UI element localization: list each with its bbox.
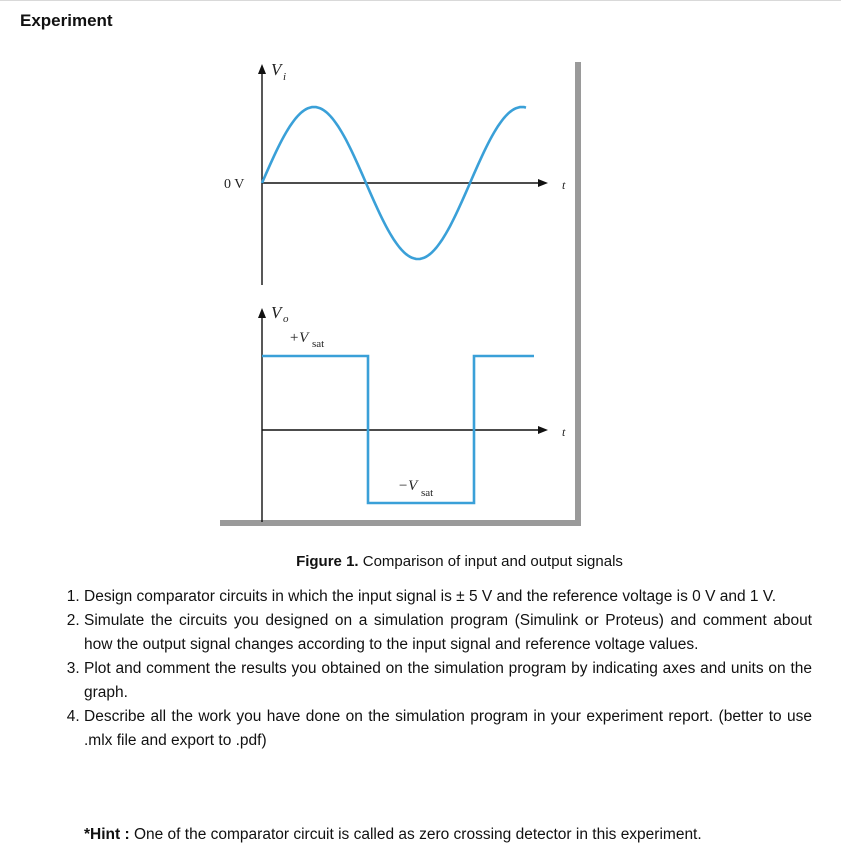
hint-label: *Hint : <box>84 826 130 843</box>
frame-shadow-bottom <box>220 520 581 526</box>
hint-text: One of the comparator circuit is called as zero crossing detector in this experiment. <box>129 826 702 843</box>
task-item: 2. Simulate the circuits you designed on a simulation program (Simulink or Proteus) and comment about how the output signal changes according to the input signal and reference voltage values. <box>84 609 812 657</box>
minus-sat-subscript: sat <box>421 487 434 499</box>
task-item: 1. Design comparator circuits in which the input signal is ± 5 V and the reference voltage is 0 V and 1 V. <box>84 585 812 609</box>
figure-caption <box>0 553 841 570</box>
input-time-arrow-icon <box>538 179 548 187</box>
caption-text: Comparison of input and output signals <box>362 553 623 570</box>
plus-sat-subscript: sat <box>312 338 325 350</box>
output-axis-arrow-icon <box>258 308 266 318</box>
output-axis-label: V <box>271 303 282 322</box>
input-time-label: t <box>562 178 566 192</box>
caption-prefix: Figure 1. <box>296 553 359 570</box>
frame-shadow-right <box>575 62 581 524</box>
output-time-arrow-icon <box>538 426 548 434</box>
page-heading: Experiment <box>20 11 113 30</box>
plus-sat-label: +V <box>289 330 309 346</box>
input-axis-label: V <box>271 60 282 79</box>
task-item: 3. Plot and comment the results you obtained on the simulation program by indicating axes and units on the graph. <box>84 657 812 705</box>
task-list <box>56 585 812 753</box>
minus-sat-label: −V <box>398 478 418 494</box>
output-axis-subscript: o <box>283 313 289 325</box>
input-axis-arrow-icon <box>258 64 266 74</box>
hint-note <box>84 826 702 844</box>
output-time-label: t <box>562 425 566 439</box>
task-item: 4. Describe all the work you have done on the simulation program in your experiment report. (better to use .mlx file and export to .pdf) <box>84 705 812 753</box>
input-axis-subscript: i <box>283 71 287 83</box>
zero-volt-label: 0 V <box>224 177 245 192</box>
